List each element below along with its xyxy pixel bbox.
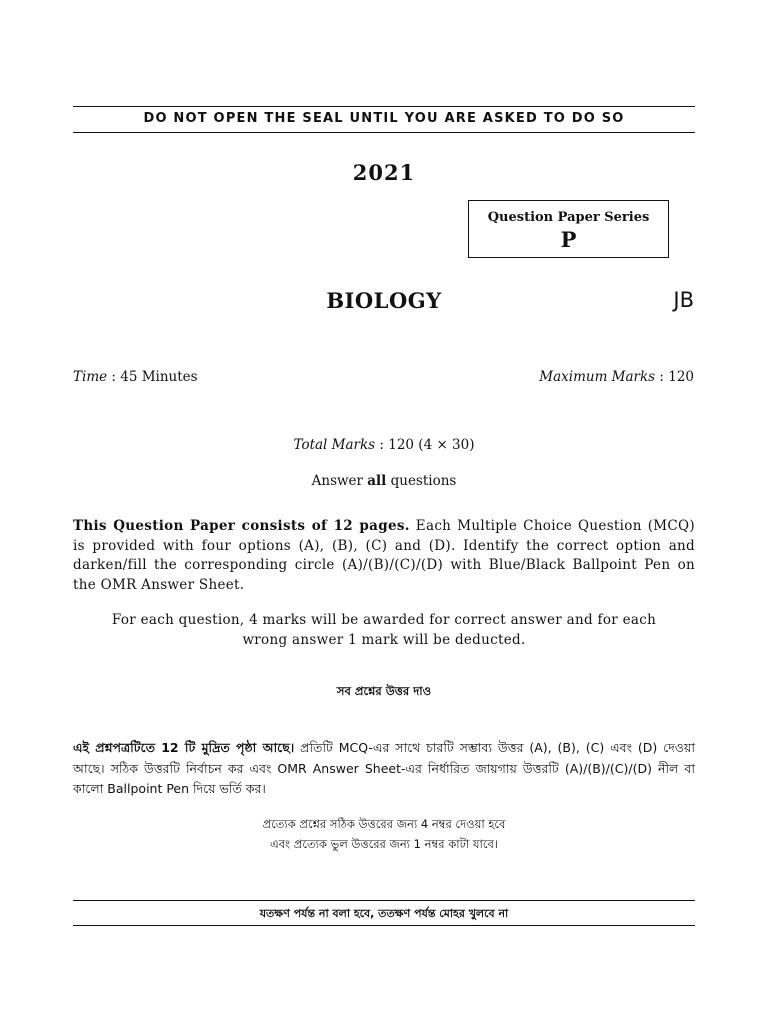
question-paper-series-box xyxy=(468,200,669,258)
max-marks-label: Maximum Marks xyxy=(539,369,656,385)
total-marks-label: Total Marks xyxy=(293,437,376,453)
english-marking-line-2: wrong answer 1 mark will be deducted. xyxy=(242,631,526,648)
total-marks-value: : 120 (4 × 30) xyxy=(375,437,475,453)
english-marking-line-1: For each question, 4 marks will be awarded for correct answer and for each xyxy=(111,612,657,628)
time-allowed xyxy=(73,369,198,385)
answer-bold: all xyxy=(367,473,387,489)
bengali-marking-line-1: প্রত্যেক প্রশ্নের সঠিক উত্তরের জন্য 4 নম্বর দেওয়া হবে xyxy=(262,817,506,831)
bottom-rule-1 xyxy=(73,900,695,901)
max-marks-value: : 120 xyxy=(655,369,694,385)
seal-notice: DO NOT OPEN THE SEAL UNTIL YOU ARE ASKED TO DO SO xyxy=(143,111,625,126)
series-value: P xyxy=(560,227,577,252)
bengali-pages-note: এই প্রশ্নপত্রটিতে 12 টি মুদ্রিত পৃষ্ঠা আছে। xyxy=(73,740,295,755)
english-instructions-body: Each Multiple Choice Question (MCQ) is provided with four options (A), (B), (C) and (D). Identify the correct option and darken/fill the corresponding circle (A)/(B)/(C)/(D) with Blue/Black Ballpoint Pen on the OMR Answer Sheet. xyxy=(73,518,695,593)
answer-suffix: questions xyxy=(386,473,457,489)
time-value: : 45 Minutes xyxy=(107,369,198,385)
bengali-instructions xyxy=(73,738,695,800)
answer-all-instruction xyxy=(0,473,768,489)
exam-year: 2021 xyxy=(352,160,416,185)
english-instructions xyxy=(73,517,695,595)
time-label: Time xyxy=(73,369,108,385)
series-label: Question Paper Series xyxy=(487,210,650,225)
paper-code: JB xyxy=(673,288,694,312)
maximum-marks xyxy=(539,369,694,385)
answer-prefix: Answer xyxy=(311,473,368,489)
bengali-instructions-body: প্রতিটি MCQ-এর সাথে চারটি সম্ভাব্য উত্তর (A), (B), (C) এবং (D) দেওয়া আছে। সঠিক উত্তরটি নির্বাচন কর এবং OMR Answer Sheet-এর নির্ধারিত জায়গায় উত্তরটি (A)/(B)/(C)/(D) নীল বা কালো Ballpoint Pen দিয়ে ভর্তি কর। xyxy=(73,740,695,796)
bengali-answer-all-heading: সব প্রশ্নের উত্তর দাও xyxy=(336,684,432,698)
bengali-marking-scheme xyxy=(73,814,695,854)
top-rule-1 xyxy=(73,106,695,107)
total-marks xyxy=(0,437,768,453)
subject-title: BIOLOGY xyxy=(326,288,442,313)
english-pages-note: This Question Paper consists of 12 pages. xyxy=(73,518,410,534)
top-rule-2 xyxy=(73,132,695,133)
bengali-marking-line-2: এবং প্রত্যেক ভুল উত্তরের জন্য 1 নম্বর কাটা যাবে। xyxy=(270,837,498,851)
english-marking-scheme xyxy=(73,611,695,650)
bottom-rule-2 xyxy=(73,925,695,926)
bengali-seal-notice: যতক্ষণ পর্যন্ত না বলা হবে, ততক্ষণ পর্যন্ত মোহর খুলবে না xyxy=(259,907,509,920)
